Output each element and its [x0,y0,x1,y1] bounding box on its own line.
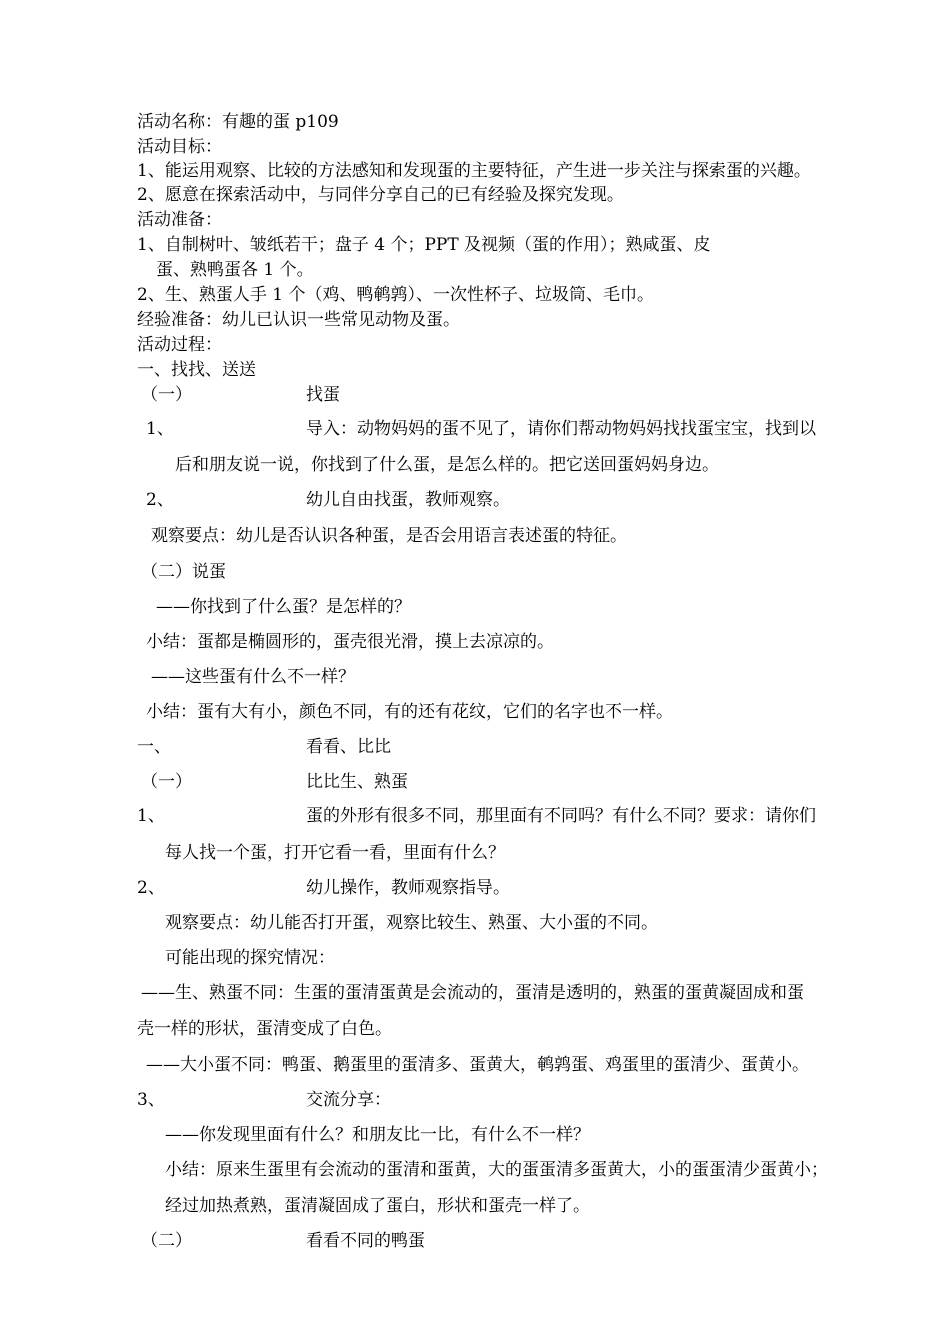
summary-1: 小结：蛋都是椭圆形的，蛋壳很光滑，摸上去凉凉的。 [146,632,554,652]
preparation-heading: 活动准备： [137,210,222,230]
activity-title: 活动名称：有趣的蛋 p109 [137,112,339,132]
step-2-1-2-number: 2、 [137,878,165,898]
step-1-1-1-number: 1、 [146,419,174,439]
section-1-2-heading: （二）说蛋 [141,562,226,582]
step-2-1-1-number: 1、 [137,806,165,826]
section-1-1-number: （一） [141,385,192,405]
section-2-title: 看看、比比 [306,737,391,757]
case-1: ——生、熟蛋不同：生蛋的蛋清蛋黄是会流动的，蛋清是透明的，熟蛋的蛋黄凝固成和蛋 [141,983,804,1003]
possible-situations: 可能出现的探究情况： [165,948,335,968]
section-2-number: 一、 [137,737,171,757]
step-2-1-3-number: 3、 [137,1090,165,1110]
question-2: ——这些蛋有什么不一样？ [151,667,355,687]
goal-1: 1、能运用观察、比较的方法感知和发现蛋的主要特征，产生进一步关注与探索蛋的兴趣。 [137,161,811,181]
preparation-2: 2、生、熟蛋人手 1 个（鸡、鸭鹌鹑）、一次性杯子、垃圾筒、毛巾。 [137,285,654,305]
summary-3-continued: 经过加热煮熟，蛋清凝固成了蛋白，形状和蛋壳一样了。 [165,1196,590,1216]
case-2: ——大小蛋不同：鸭蛋、鹅蛋里的蛋清多、蛋黄大，鹌鹑蛋、鸡蛋里的蛋清少、蛋黄小。 [146,1055,809,1075]
step-2-1-1-continued: 每人找一个蛋，打开它看一看，里面有什么？ [165,843,505,863]
step-2-1-2-text: 幼儿操作，教师观察指导。 [306,878,510,898]
summary-2: 小结：蛋有大有小，颜色不同，有的还有花纹，它们的名字也不一样。 [146,702,673,722]
section-1-heading: 一、找找、送送 [137,360,256,380]
section-2-2-title: 看看不同的鸭蛋 [306,1231,425,1251]
summary-3: 小结：原来生蛋里有会流动的蛋清和蛋黄，大的蛋蛋清多蛋黄大，小的蛋蛋清少蛋黄小； [165,1160,828,1180]
step-1-1-2-text: 幼儿自由找蛋，教师观察。 [306,490,510,510]
section-2-1-number: （一） [141,772,192,792]
section-2-1-title: 比比生、熟蛋 [306,772,408,792]
step-2-1-3-text: 交流分享： [306,1090,391,1110]
experience-preparation: 经验准备：幼儿已认识一些常见动物及蛋。 [137,310,460,330]
question-3: ——你发现里面有什么？和朋友比一比，有什么不一样？ [165,1125,590,1145]
goal-2: 2、愿意在探索活动中，与同伴分享自己的已有经验及探究发现。 [137,185,624,205]
section-1-1-title: 找蛋 [306,385,340,405]
case-1-continued: 壳一样的形状，蛋清变成了白色。 [137,1019,392,1039]
section-2-2-number: （二） [141,1231,192,1251]
step-1-1-1-text: 导入：动物妈妈的蛋不见了，请你们帮动物妈妈找找蛋宝宝，找到以 [306,419,816,439]
observation-point-2: 观察要点：幼儿能否打开蛋，观察比较生、熟蛋、大小蛋的不同。 [165,913,658,933]
step-1-1-2-number: 2、 [146,490,174,510]
process-heading: 活动过程： [137,335,222,355]
goals-heading: 活动目标： [137,137,222,157]
step-2-1-1-text: 蛋的外形有很多不同，那里面有不同吗？有什么不同？要求：请你们 [306,806,816,826]
preparation-1-continued: 蛋、熟鸭蛋各 1 个。 [156,260,314,280]
step-1-1-1-continued: 后和朋友说一说，你找到了什么蛋，是怎么样的。把它送回蛋妈妈身边。 [175,455,719,475]
preparation-1: 1、自制树叶、皱纸若干；盘子 4 个；PPT 及视频（蛋的作用）；熟咸蛋、皮 [137,235,711,255]
observation-point-1: 观察要点：幼儿是否认识各种蛋，是否会用语言表述蛋的特征。 [151,526,627,546]
question-1: ——你找到了什么蛋？是怎样的？ [156,597,411,617]
